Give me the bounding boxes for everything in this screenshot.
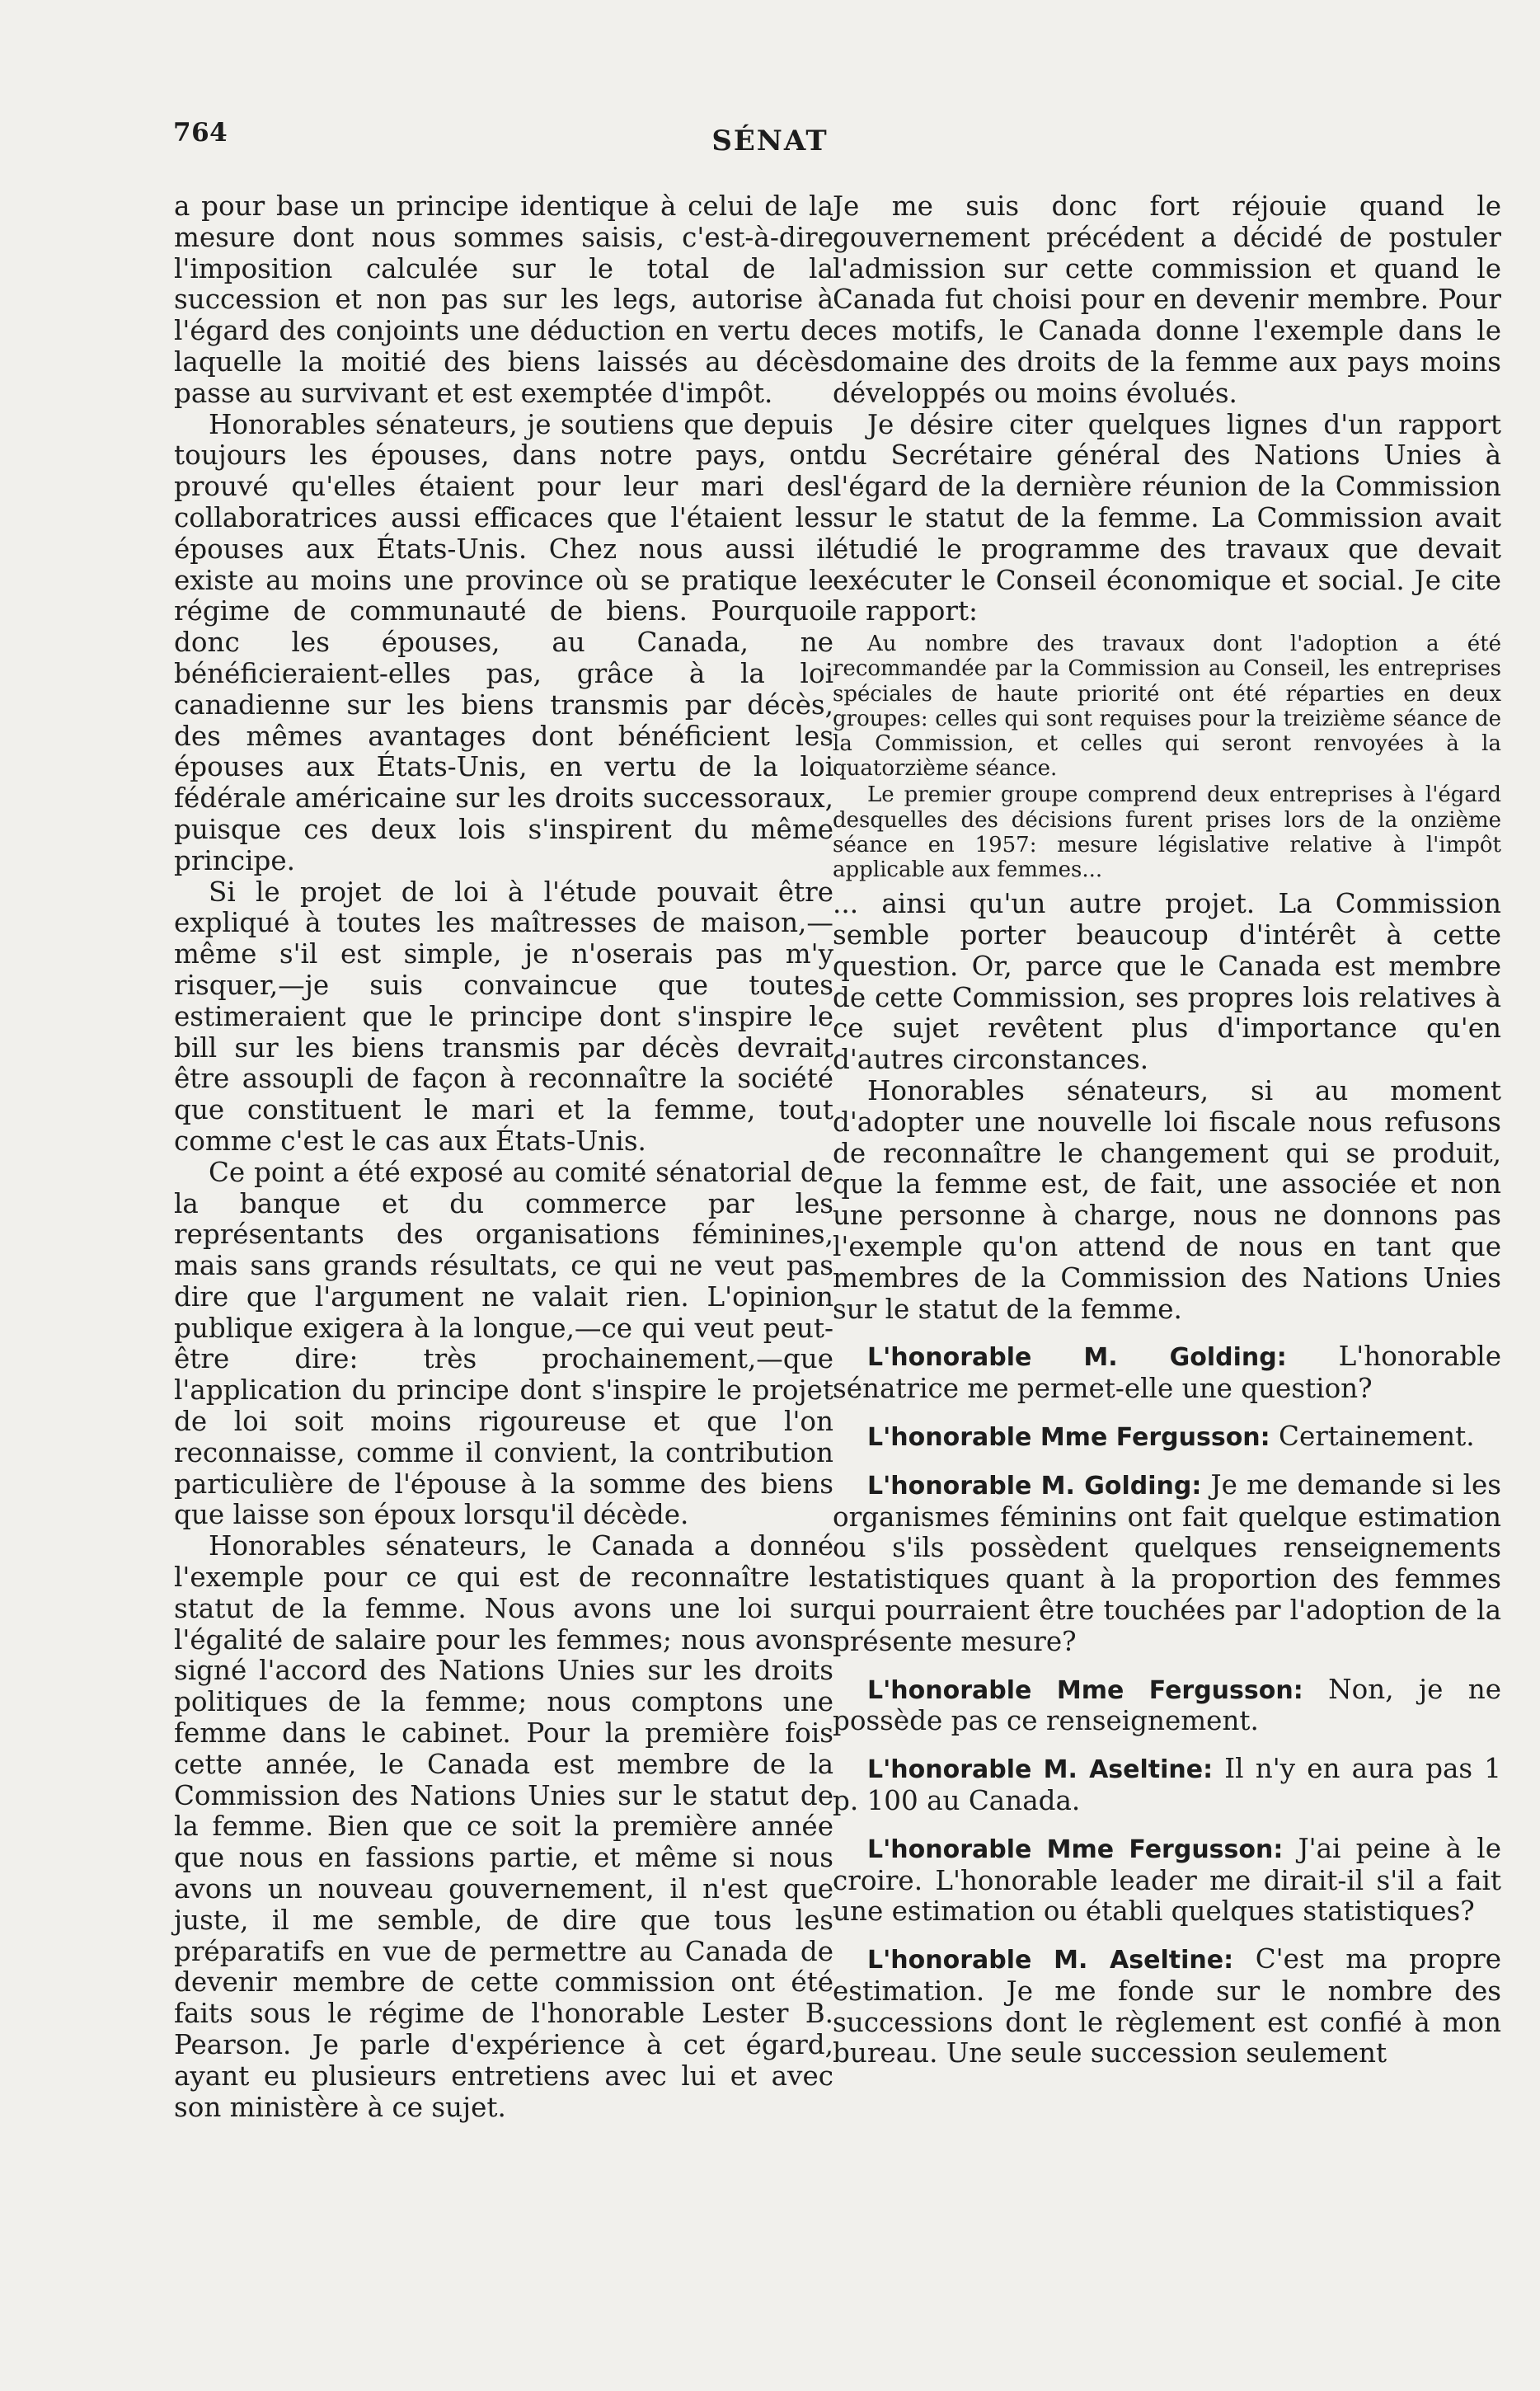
- paragraph: Honorables sénateurs, je soutiens que depuis toujours les épouses, dans notre pays, ont prouvé qu'elles étaient pour leur mari des collaboratrices aussi efficaces que l'étaient les épouses aux États-Unis. Chez nous aussi il existe au moins une province où se pratique le régime de communauté de biens. Pourquoi donc les épouses, au Canada, ne bénéficieraient-elles pas, grâce à la loi canadienne sur les biens transmis par décès, des mêmes avantages dont bénéficient les épouses aux États-Unis, en vertu de la loi fédérale américaine sur les droits successoraux, puisque ces deux lois s'inspirent du même principe.: [174, 408, 833, 876]
- block-quote: Le premier groupe comprend deux entreprises à l'égard desquelles des décisions furent prises lors de la onzième séance en 1957: mesure législative relative à l'impôt applicable aux femmes...: [833, 782, 1501, 882]
- speech-text: Je me demande si les organismes féminins ont fait quelque estimation ou s'ils possèdent quelques renseignements statistiques quant à la proportion des femmes qui pourraient être touchées par l'adoption de la présente mesure?: [833, 1468, 1502, 1657]
- paragraph: Honorables sénateurs, le Canada a donné l'exemple pour ce qui est de reconnaître le statut de la femme. Nous avons une loi sur l'égalité de salaire pour les femmes; nous avons signé l'accord des Nations Unies sur les droits politiques de la femme; nous comptons une femme dans le cabinet. Pour la première fois cette année, le Canada est membre de la Commission des Nations Unies sur le statut de la femme. Bien que ce soit la première année que nous en fassions partie, et même si nous avons un nouveau gouvernement, il n'est que juste, il me semble, de dire que tous les préparatifs en vue de permettre au Canada de devenir membre de cette commission ont été faits sous le régime de l'honorable Lester B. Pearson. Je parle d'expérience à cet égard, ayant eu plusieurs entretiens avec lui et avec son ministère à ce sujet.: [174, 1530, 833, 2123]
- speech-text: L'honorable sénatrice me permet-elle une question?: [833, 1341, 1502, 1405]
- speaker-name: L'honorable Mme Fergusson:: [867, 1422, 1270, 1452]
- right-column: [833, 191, 1501, 2069]
- speech-text: C'est ma propre estimation. Je me fonde sur le nombre des successions dont le règlement est confié à mon bureau. Une seule succession seulement: [833, 1943, 1501, 2069]
- speech-text: Certainement.: [1279, 1420, 1475, 1452]
- speaker-exchange: [833, 1834, 1501, 1928]
- speaker-exchange: [833, 1675, 1501, 1738]
- speaker-exchange: [833, 1944, 1501, 2069]
- speaker-name: L'honorable M. Aseltine:: [867, 1755, 1214, 1785]
- paragraph: Je me suis donc fort réjouie quand le gouvernement précédent a décidé de postuler l'admission sur cette commission et quand le Canada fut choisi pour en devenir membre. Pour ces motifs, le Canada donne l'exemple dans le domaine des droits de la femme aux pays moins développés ou moins évolués.: [833, 190, 1501, 409]
- speaker-name: L'honorable M. Golding:: [867, 1471, 1202, 1501]
- speaker-exchange: [833, 1754, 1501, 1817]
- speaker-name: L'honorable M. Aseltine:: [867, 1946, 1234, 1975]
- speech-text: Non, je ne possède pas ce renseignement.: [833, 1673, 1501, 1737]
- paragraph: Honorables sénateurs, si au moment d'adopter une nouvelle loi fiscale nous refusons de reconnaître le changement qui se produit, que la femme est, de fait, une associée et non une personne à charge, nous ne donnons pas l'exemple qu'on attend de nous en tant que membres de la Commission des Nations Unies sur le statut de la femme.: [833, 1074, 1501, 1325]
- left-column: [174, 191, 833, 2123]
- speech-text: Il n'y en aura pas 1 p. 100 au Canada.: [833, 1753, 1502, 1816]
- speaker-exchange: [833, 1421, 1501, 1454]
- speech-text: J'ai peine à le croire. L'honorable leader me dirait-il s'il a fait une estimation ou établi quelques statistiques?: [833, 1832, 1501, 1928]
- paragraph: ... ainsi qu'un autre projet. La Commission semble porter beaucoup d'intérêt à cette question. Or, parce que le Canada est membre de cette Commission, ses propres lois relatives à ce sujet revêtent plus d'importance qu'en d'autres circonstances.: [833, 888, 1501, 1076]
- paragraph: Je désire citer quelques lignes d'un rapport du Secrétaire général des Nations Unies à l'égard de la dernière réunion de la Commission sur le statut de la femme. La Commission avait étudié le programme des travaux que devait exécuter le Conseil économique et social. Je cite le rapport:: [833, 408, 1501, 627]
- page-number: 764: [173, 118, 228, 148]
- running-title: SÉNAT: [711, 124, 829, 157]
- paragraph: Si le projet de loi à l'étude pouvait être expliqué à toutes les maîtresses de maison,—même s'il est simple, je n'oserais pas m'y risquer,—je suis convaincue que toutes estimeraient que le principe dont s'inspire le bill sur les biens transmis par décès devrait être assoupli de façon à reconnaître la société que constituent le mari et la femme, tout comme c'est le cas aux États-Unis.: [174, 876, 833, 1157]
- block-quote: Au nombre des travaux dont l'adoption a été recommandée par la Commission au Conseil, les entreprises spéciales de haute priorité ont été réparties en deux groupes: celles qui sont requises pour la treizième séance de la Commission, et celles qui seront renvoyées à la quatorzième séance.: [833, 632, 1501, 782]
- paragraph: a pour base un principe identique à celui de la mesure dont nous sommes saisis, c'est-à-dire l'imposition calculée sur le total de la succession et non pas sur les legs, autorise à l'égard des conjoints une déduction en vertu de laquelle la moitié des biens laissés au décès passe au survivant et est exemptée d'impôt.: [174, 190, 833, 409]
- speaker-name: L'honorable M. Golding:: [867, 1343, 1287, 1373]
- speaker-exchange: [833, 1341, 1501, 1405]
- speaker-exchange: [833, 1470, 1501, 1658]
- speaker-name: L'honorable Mme Fergusson:: [867, 1675, 1303, 1705]
- paragraph: Ce point a été exposé au comité sénatorial de la banque et du commerce par les représentants des organisations féminines, mais sans grands résultats, ce qui ne veut pas dire que l'argument ne valait rien. L'opinion publique exigera à la longue,—ce qui veut peut-être dire: très prochainement,—que l'application du principe dont s'inspire le projet de loi soit moins rigoureuse et que l'on reconnaisse, comme il convient, la contribution particulière de l'épouse à la somme des biens que laisse son époux lorsqu'il décède.: [174, 1156, 833, 1531]
- speaker-name: L'honorable Mme Fergusson:: [867, 1834, 1284, 1864]
